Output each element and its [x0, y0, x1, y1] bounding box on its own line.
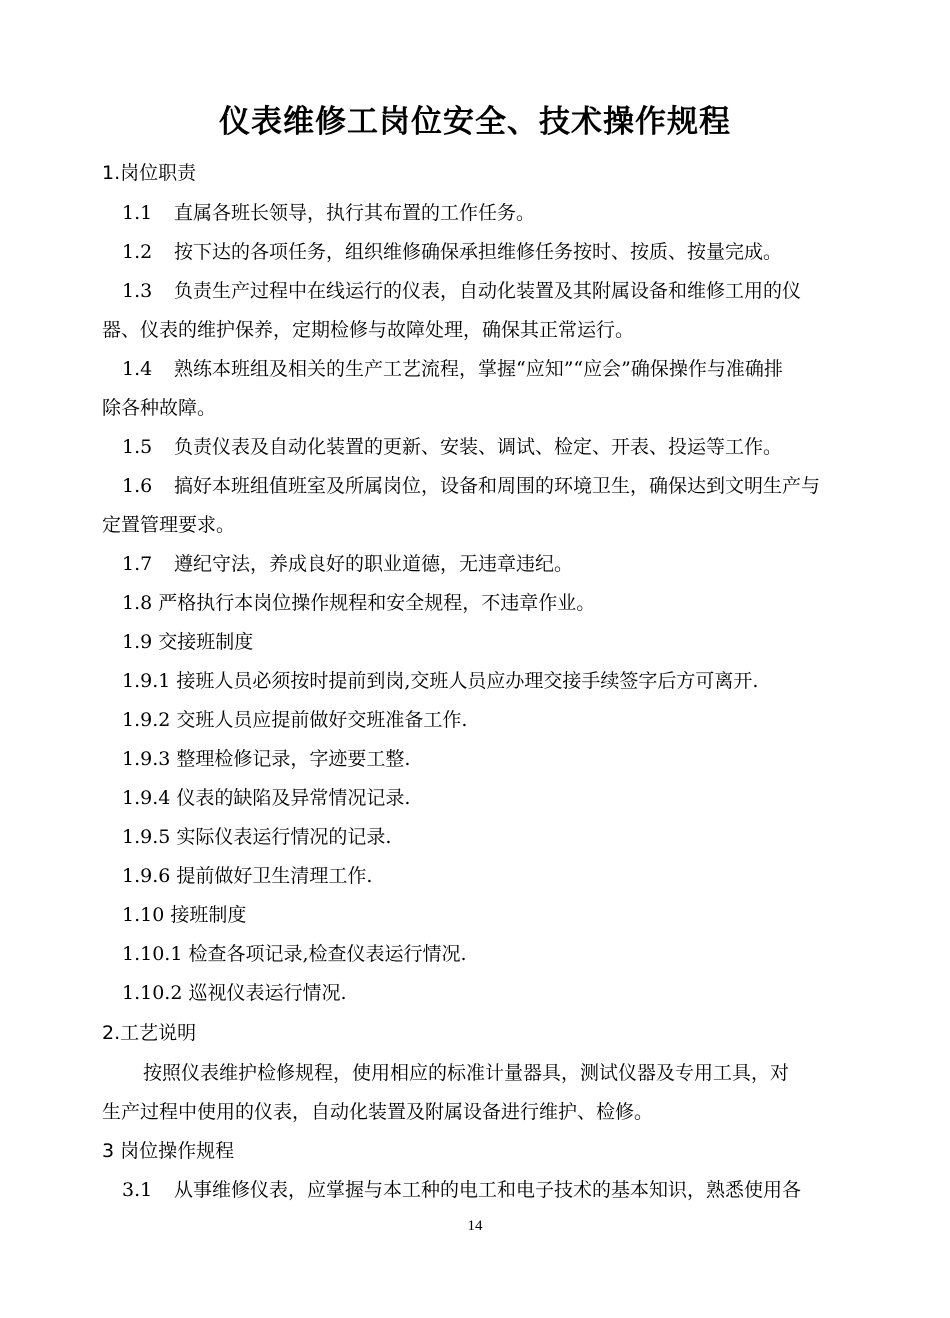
item-text: 负责生产过程中在线运行的仪表，自动化装置及其附属设备和维修工用的仪: [174, 280, 802, 302]
item-text: 熟练本班组及相关的生产工艺流程，掌握“应知”“应会”确保操作与准确排: [174, 358, 783, 380]
item-1-9-1: 1.9.1 接班人员必须按时提前到岗,交班人员应办理交接手续签字后方可离开.: [122, 670, 759, 692]
section-3-heading: 3 岗位操作规程: [102, 1140, 235, 1162]
item-number: 1.3: [122, 280, 153, 302]
item-text: 遵纪守法，养成良好的职业道德，无违章违纪。: [174, 553, 574, 575]
item-text: 从事维修仪表，应掌握与本工种的电工和电子技术的基本知识，熟悉使用各: [174, 1179, 802, 1201]
item-1-10: 1.10 接班制度: [122, 904, 247, 926]
item-number: 1.2: [122, 241, 153, 263]
item-1-9-5: 1.9.5 实际仪表运行情况的记录.: [122, 826, 392, 848]
document-title: 仪表维修工岗位安全、技术操作规程: [219, 104, 731, 140]
item-1-10-1: 1.10.1 检查各项记录,检查仪表运行情况.: [122, 943, 467, 965]
item-1-7: [122, 551, 573, 577]
section-2-paragraph-line-2: 生产过程中使用的仪表，自动化装置及附属设备进行维护、检修。: [102, 1101, 654, 1123]
item-1-8: 1.8 严格执行本岗位操作规程和安全规程，不违章作业。: [122, 592, 596, 614]
item-text: 搞好本班组值班室及所属岗位，设备和周围的环境卫生，确保达到文明生产与: [174, 475, 821, 497]
section-2-heading: 2.工艺说明: [102, 1022, 197, 1044]
item-number: 1.1: [122, 202, 153, 224]
item-1-2: [122, 239, 782, 265]
section-1-heading: 1.岗位职责: [102, 162, 197, 184]
item-number: 1.5: [122, 436, 153, 458]
item-1-9-3: 1.9.3 整理检修记录，字迹要工整.: [122, 748, 411, 770]
item-number: 1.6: [122, 475, 153, 497]
item-1-1: [122, 200, 535, 226]
item-number: 1.7: [122, 553, 153, 575]
item-3-1: [122, 1177, 801, 1203]
item-1-10-2: 1.10.2 巡视仪表运行情况.: [122, 982, 347, 1004]
item-1-3-line-2: 器、仪表的维护保养，定期检修与故障处理，确保其正常运行。: [102, 319, 635, 341]
item-1-4-line-2: 除各种故障。: [102, 397, 217, 419]
item-text: 负责仪表及自动化装置的更新、安装、调试、检定、开表、投运等工作。: [174, 436, 783, 458]
item-number: 1.4: [122, 358, 153, 380]
item-1-9-2: 1.9.2 交班人员应提前做好交班准备工作.: [122, 709, 468, 731]
item-text: 直属各班长领导，执行其布置的工作任务。: [174, 202, 536, 224]
item-1-3-line-1: [122, 278, 801, 304]
item-1-9: 1.9 交接班制度: [122, 631, 254, 653]
item-number: 3.1: [122, 1179, 153, 1201]
page-number: 14: [467, 1218, 483, 1234]
item-1-9-4: 1.9.4 仪表的缺陷及异常情况记录.: [122, 787, 411, 809]
item-1-9-6: 1.9.6 提前做好卫生清理工作.: [122, 865, 373, 887]
item-text: 按下达的各项任务，组织维修确保承担维修任务按时、按质、按量完成。: [174, 241, 783, 263]
item-1-6-line-2: 定置管理要求。: [102, 514, 236, 536]
item-1-4-line-1: [122, 356, 783, 382]
item-1-5: [122, 434, 782, 460]
item-1-6-line-1: [122, 473, 820, 499]
section-2-paragraph-line-1: 按照仪表维护检修规程，使用相应的标准计量器具，测试仪器及专用工具，对: [143, 1062, 790, 1084]
